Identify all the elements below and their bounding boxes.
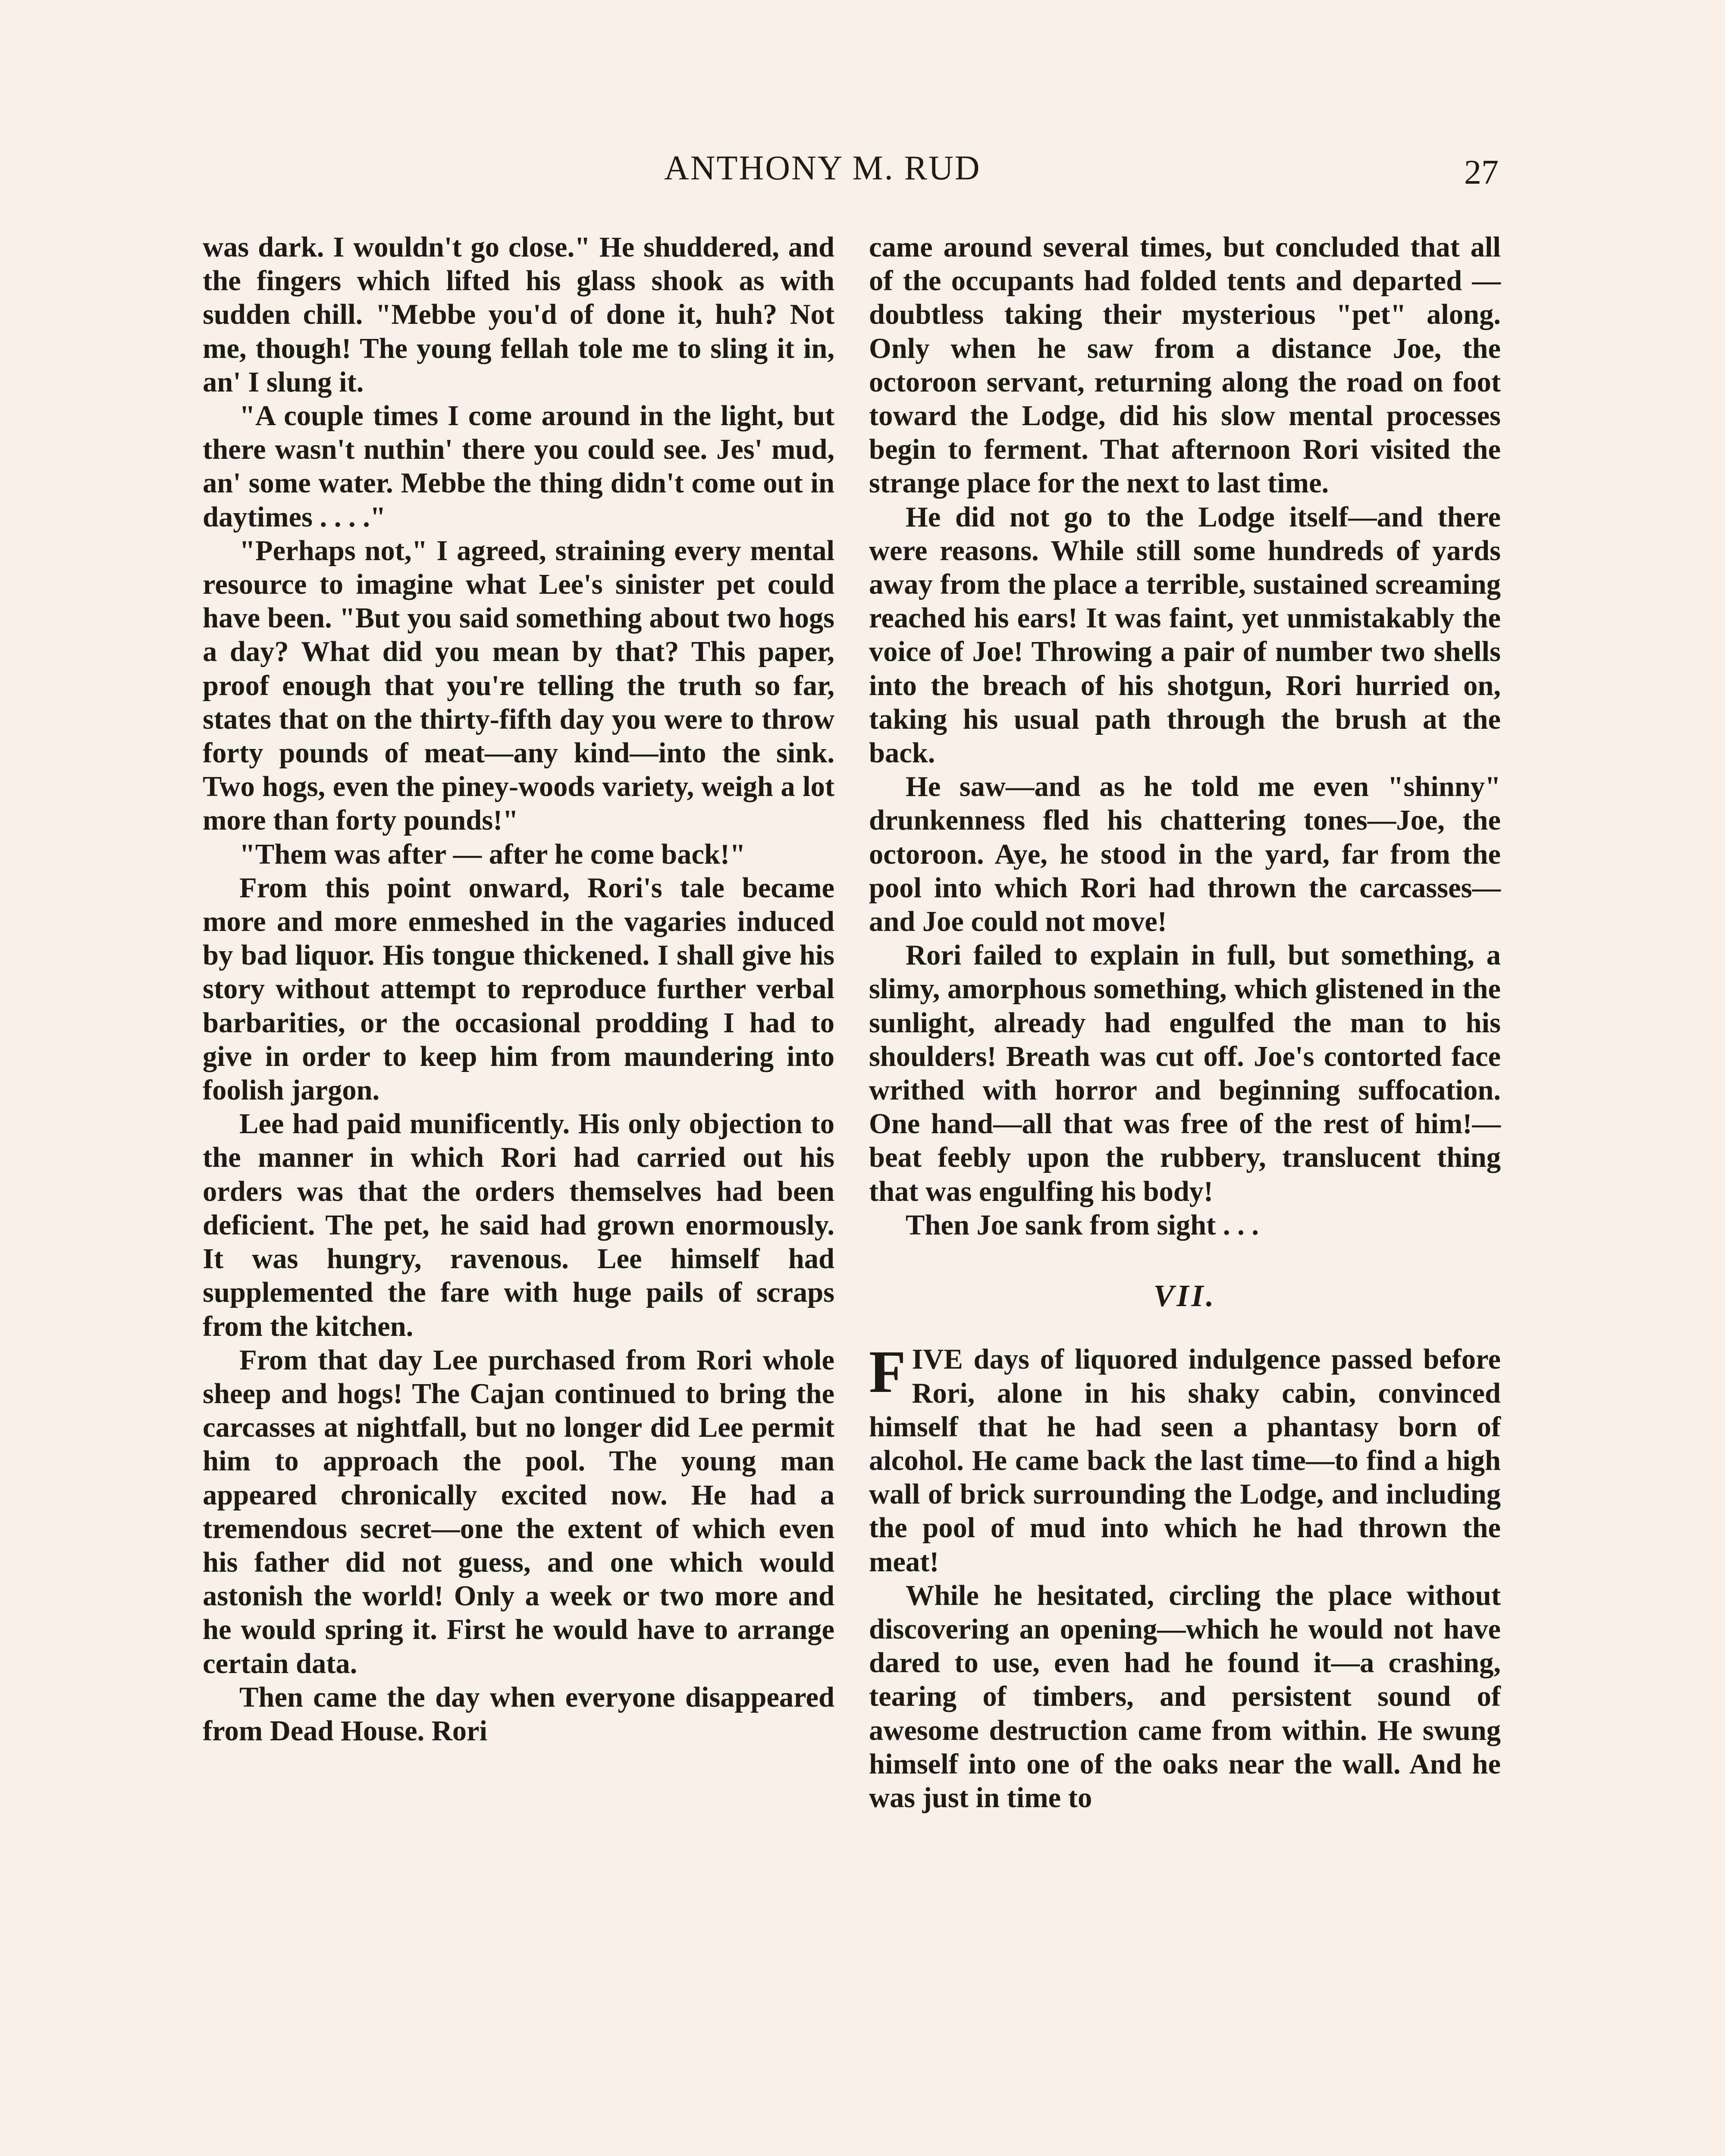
paragraph: He did not go to the Lodge itself—and there were reasons. While still some hundreds of yards away from the place a terrible, sustained screaming reached his ears! It was faint, yet unmistakably the voice of Joe! Throwing a pair of number two shells into the breach of his shotgun, Rori hurried on, taking his usual path through the brush at the back. [869, 501, 1501, 769]
paragraph: "A couple times I come around in the light, but there wasn't nuthin' there you could see. Jes' mud, an' some water. Mebbe the thing didn't come out in daytimes . . . ." [203, 400, 834, 533]
paragraph: Lee had paid munificently. His only objection to the manner in which Rori had carried out his orders was that the orders themselves had been deficient. The pet, he said had grown enormously. It was hungry, ravenous. Lee himself had supplemented the fare with huge pails of scraps from the kitchen. [203, 1108, 834, 1342]
paragraph: From this point onward, Rori's tale became more and more enmeshed in the vagaries induced by bad liquor. His tongue thickened. I shall give his story without attempt to reproduce further verbal barbarities, or the occasional prodding I had to give in order to keep him from maundering into foolish jargon. [203, 872, 834, 1106]
paragraph: "Them was after — after he come back!" [239, 838, 746, 870]
section-heading: VII. [1153, 1279, 1217, 1313]
page-number: 27 [1464, 154, 1499, 191]
drop-cap: F [869, 1338, 906, 1406]
paragraph: Then came the day when everyone disappeared from Dead House. Rori [203, 1681, 834, 1747]
paragraph: From that day Lee purchased from Rori whole sheep and hogs! The Cajan continued to bring the carcasses at nightfall, but no longer did Lee permit him to approach the pool. The young man appeared chronically excited now. He had a tremendous secret—one the extent of which even his father did not guess, and one which would astonish the world! Only a week or two more and he would spring it. First he would have to arrange certain data. [203, 1344, 834, 1680]
paragraph: "Perhaps not," I agreed, straining every mental resource to imagine what Lee's sinister pet could have been. "But you said something about two hogs a day? What did you mean by that? This paper, proof enough that you're telling the truth so far, states that on the thirty-fifth day you were to throw forty pounds of meat—any kind—into the sink. Two hogs, even the piney-woods variety, weigh a lot more than forty pounds!" [203, 535, 834, 837]
right-column [869, 231, 1501, 1815]
left-column [203, 231, 834, 1748]
paragraph: Then Joe sank from sight . . . [906, 1209, 1259, 1241]
paragraph-text: IVE days of liquored indulgence passed before Rori, alone in his shaky cabin, convinced himself that he had seen a phantasy born of alcohol. He came back the last time—to find a high wall of brick surrounding the Lodge, and including the pool of mud into which he had thrown the meat! [869, 1344, 1501, 1578]
paragraph: While he hesitated, circling the place without discovering an opening—which he would not have dared to use, even had he found it—a crashing, tearing of timbers, and persistent sound of awesome destruction came from within. He swung himself into one of the oaks near the wall. And he was just in time to [869, 1579, 1501, 1814]
running-title: ANTHONY M. RUD [664, 149, 981, 187]
paragraph: He saw—and as he told me even "shinny" drunkenness fled his chattering tones—Joe, the octoroon. Aye, he stood in the yard, far from the pool into which Rori had thrown the carcasses—and Joe could not move! [869, 771, 1501, 938]
paragraph: Rori failed to explain in full, but something, a slimy, amorphous something, which glistened in the sunlight, already had engulfed the man to his shoulders! Breath was cut off. Joe's contorted face writhed with horror and beginning suffocation. One hand—all that was free of the rest of him!—beat feebly upon the rubbery, translucent thing that was engulfing his body! [869, 940, 1501, 1207]
paragraph: was dark. I wouldn't go close." He shuddered, and the fingers which lifted his glass shook as with sudden chill. "Mebbe you'd of done it, huh? Not me, though! The young fellah tole me to sling it in, an' I slung it. [203, 232, 834, 398]
section-opening-paragraph [869, 1338, 1501, 1579]
paragraph: came around several times, but concluded that all of the occupants had folded tents and departed — doubtless taking their mysterious "pet" along. Only when he saw from a distance Joe, the octoroon servant, returning along the road on foot toward the Lodge, did his slow mental processes begin to ferment. That afternoon Rori visited the strange place for the next to last time. [869, 232, 1501, 499]
